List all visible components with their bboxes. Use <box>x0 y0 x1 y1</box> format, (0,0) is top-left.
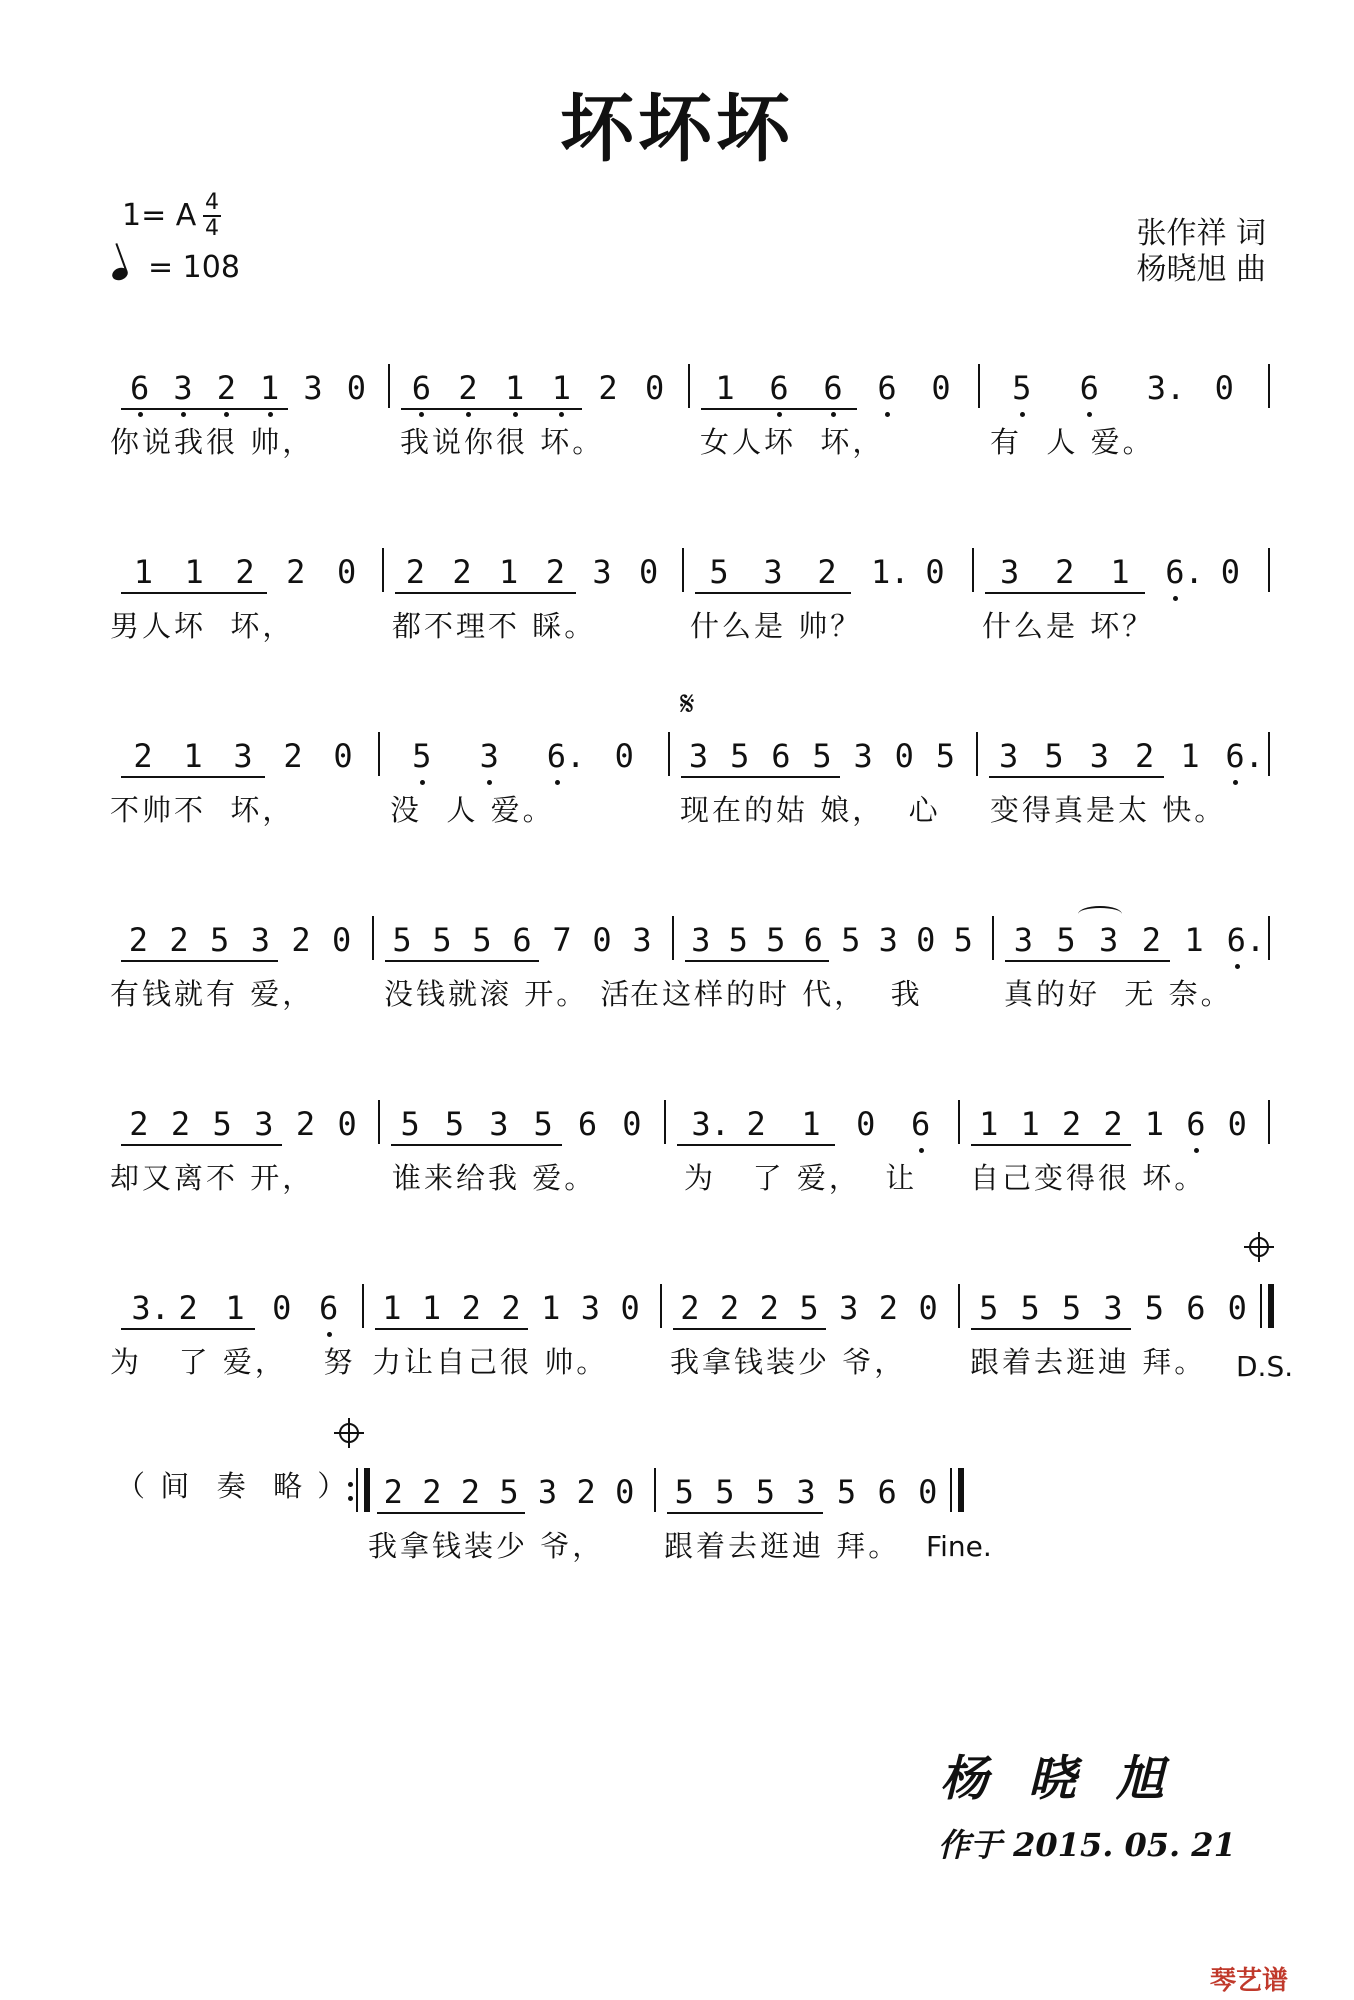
note: 3 <box>233 737 253 775</box>
barline-thin <box>950 1468 952 1512</box>
note: 0 <box>1220 553 1241 591</box>
note: 6 <box>823 369 843 407</box>
note: 0 <box>272 1289 292 1327</box>
note: 1 <box>505 369 525 407</box>
lyric-line: 跟着去逛迪 拜。 <box>664 1529 901 1563</box>
note: 1 <box>979 1105 999 1143</box>
note: 5 <box>392 921 412 959</box>
low-octave-dot <box>777 412 782 417</box>
note: 2 <box>1103 1105 1123 1143</box>
note: 3. <box>1146 369 1186 407</box>
low-octave-dot <box>138 412 143 417</box>
note: 1 <box>541 1289 561 1327</box>
note: 3 <box>250 921 270 959</box>
barline-thin <box>356 1468 358 1512</box>
lyric-line: 力让自己很 帅。 <box>372 1345 609 1379</box>
note: 5 <box>412 737 432 775</box>
note: 0 <box>894 737 914 775</box>
note: 1 <box>715 369 735 407</box>
note: 6. <box>1225 737 1264 775</box>
note: 1 <box>499 553 519 591</box>
coda-icon <box>334 1418 364 1448</box>
note: 3 <box>173 369 193 407</box>
note: 5 <box>935 737 956 775</box>
note: 2 <box>405 553 425 591</box>
barline <box>672 916 674 960</box>
note: 0 <box>918 1289 938 1327</box>
note: 5 <box>432 921 452 959</box>
composition-date: 作于 2015. 05. 21 <box>938 1826 1236 1864</box>
song-title: 坏坏坏 <box>560 86 794 172</box>
note: 3 <box>580 1289 601 1327</box>
beam-line <box>685 960 829 962</box>
lyric-line: 什么是 帅？ <box>690 609 863 643</box>
note: 2 <box>178 1289 198 1327</box>
note: 5 <box>841 921 861 959</box>
lyric-line: 你说我很 帅， <box>110 425 315 459</box>
note: 6 <box>877 1473 897 1511</box>
lyric-line: 为 了 爱， 努 <box>110 1345 356 1379</box>
lyric-line: 没 人 爱。 <box>390 793 555 827</box>
note: 6 <box>130 369 150 407</box>
beam-line <box>681 776 840 778</box>
note: 0 <box>1214 369 1234 407</box>
note: 2 <box>286 553 306 591</box>
barline <box>1268 548 1270 592</box>
note: 2 <box>576 1473 596 1511</box>
beam-line <box>395 592 576 594</box>
double-barline <box>958 1468 964 1512</box>
note: 6. <box>546 737 586 775</box>
note: 2 <box>216 369 236 407</box>
note: 6. <box>1226 921 1266 959</box>
note: 1 <box>421 1289 442 1327</box>
note: 3 <box>632 921 652 959</box>
note: 3 <box>853 737 873 775</box>
note: 6 <box>1186 1105 1206 1143</box>
low-octave-dot <box>1087 412 1092 417</box>
note: 0 <box>1227 1105 1247 1143</box>
beam-line <box>971 1328 1131 1330</box>
note: 0 <box>614 737 634 775</box>
time-signature <box>203 192 221 240</box>
low-octave-dot <box>1233 780 1238 785</box>
lyric-line: 有钱就有 爱， <box>110 977 315 1011</box>
note: 5 <box>799 1289 819 1327</box>
note: 1 <box>260 369 280 407</box>
note: 3 <box>878 921 898 959</box>
lyric-line: 自己变得很 坏。 <box>970 1161 1207 1195</box>
beam-line <box>121 1328 255 1330</box>
note: 2 <box>291 921 311 959</box>
note: 1 <box>801 1105 821 1143</box>
note: 1 <box>382 1289 402 1327</box>
note: 2 <box>759 1289 779 1327</box>
note: 3 <box>763 553 783 591</box>
note: 3 <box>1103 1289 1123 1327</box>
note: 0 <box>346 369 366 407</box>
note: 2 <box>461 1289 481 1327</box>
note: 0 <box>925 553 945 591</box>
note: 2 <box>1135 737 1155 775</box>
barline <box>664 1100 666 1144</box>
time-sig-top: 4 <box>205 190 219 215</box>
lyric-line: 女人坏 坏， <box>700 425 885 459</box>
note: 0 <box>639 553 659 591</box>
low-octave-dot <box>1235 964 1240 969</box>
barline <box>958 1284 960 1328</box>
beam-line <box>121 960 278 962</box>
tempo-value: = 108 <box>148 250 240 285</box>
beam-line <box>989 776 1164 778</box>
note: 5 <box>715 1473 735 1511</box>
note: 2 <box>1061 1105 1082 1143</box>
note: 2 <box>422 1473 442 1511</box>
lyric-line: 现在的姑 娘， 心 <box>680 793 941 827</box>
low-octave-dot <box>513 412 518 417</box>
note: 0 <box>333 737 353 775</box>
beam-line <box>121 408 288 410</box>
lyric-line: 变得真是太 快。 <box>990 793 1227 827</box>
lyric-line: 我说你很 坏。 <box>400 425 605 459</box>
note: 2 <box>680 1289 700 1327</box>
note: 0 <box>615 1473 635 1511</box>
note: 3 <box>796 1473 816 1511</box>
note: 3 <box>254 1105 274 1143</box>
note: 3 <box>592 553 612 591</box>
note: 6 <box>877 369 897 407</box>
note: 3 <box>691 921 711 959</box>
double-barline <box>1268 1284 1274 1328</box>
note: 5 <box>533 1105 553 1143</box>
signature: 杨晓旭 <box>940 1751 1205 1807</box>
note: 2 <box>501 1289 521 1327</box>
low-octave-dot <box>419 412 424 417</box>
beam-line <box>401 408 582 410</box>
note: 2 <box>1055 553 1075 591</box>
barline <box>382 548 384 592</box>
beam-line <box>375 1328 528 1330</box>
lyric-line: 跟着去逛迪 拜。 <box>970 1345 1207 1379</box>
note: 2 <box>295 1105 316 1143</box>
note: 3 <box>479 737 499 775</box>
note: 3 <box>1089 737 1109 775</box>
lyric-line: 没钱就滚 开。 活 <box>384 977 633 1011</box>
beam-line <box>1005 960 1170 962</box>
note: 5 <box>1061 1289 1082 1327</box>
beam-line <box>673 1328 826 1330</box>
note: 0 <box>645 369 665 407</box>
note: 3 <box>999 737 1019 775</box>
note: 3. <box>131 1289 170 1327</box>
note: 2 <box>719 1289 740 1327</box>
note: 1 <box>184 553 204 591</box>
barline <box>654 1468 656 1512</box>
note: 5 <box>755 1473 776 1511</box>
note: 1 <box>1110 553 1130 591</box>
note: 0 <box>931 369 951 407</box>
time-sig-bottom: 4 <box>205 216 219 241</box>
double-barline <box>364 1468 370 1512</box>
note: 2 <box>235 553 255 591</box>
beam-line <box>391 1144 562 1146</box>
note: 5 <box>674 1473 694 1511</box>
quarter-note-icon <box>110 266 129 283</box>
coda-icon <box>1244 1232 1274 1262</box>
note: 5 <box>499 1473 519 1511</box>
note: 6 <box>803 921 823 959</box>
note: 0 <box>1227 1289 1247 1327</box>
interlude-text: （ 间 奏 略 ） <box>116 1469 350 1503</box>
beam-line <box>985 592 1145 594</box>
lyric-line: 我拿钱装少 爷， <box>670 1345 907 1379</box>
lyric-line: 不帅不 坏， <box>110 793 295 827</box>
tempo-marking <box>112 250 240 285</box>
note: 5 <box>812 737 832 775</box>
note: 1 <box>1180 737 1200 775</box>
note: 0 <box>336 553 357 591</box>
low-octave-dot <box>327 1332 332 1337</box>
lyric-line: 在这样的时 代， 我 <box>630 977 923 1011</box>
beam-line <box>677 1144 835 1146</box>
barline <box>682 548 684 592</box>
barline <box>972 548 974 592</box>
low-octave-dot <box>919 1148 924 1153</box>
tie-arc <box>1078 906 1122 922</box>
note: 5 <box>979 1289 999 1327</box>
barline-thin <box>1260 1284 1262 1328</box>
barline <box>388 364 390 408</box>
barline <box>1268 916 1270 960</box>
low-octave-dot <box>831 412 836 417</box>
barline <box>688 364 690 408</box>
note: 2 <box>129 1105 149 1143</box>
low-octave-dot <box>224 412 229 417</box>
barline <box>378 732 380 776</box>
note: 2 <box>878 1289 899 1327</box>
note: 2 <box>545 553 565 591</box>
note: 3 <box>1013 921 1033 959</box>
low-octave-dot <box>559 412 564 417</box>
note: 5 <box>444 1105 465 1143</box>
note: 3 <box>999 553 1020 591</box>
note: 6 <box>1186 1289 1206 1327</box>
note: 6 <box>769 369 789 407</box>
beam-line <box>701 408 857 410</box>
note: 5 <box>212 1105 232 1143</box>
barline <box>1268 732 1270 776</box>
beam-line <box>377 1512 525 1514</box>
note: 1 <box>183 737 203 775</box>
key-signature: 1= A <box>122 198 197 233</box>
barline <box>660 1284 662 1328</box>
note: 7 <box>552 921 572 959</box>
barline <box>668 732 670 776</box>
barline <box>372 916 374 960</box>
beam-line <box>385 960 539 962</box>
note: 6 <box>318 1289 339 1327</box>
note: 0 <box>916 921 936 959</box>
note: 2 <box>1141 921 1161 959</box>
beam-line <box>121 592 267 594</box>
note: 3 <box>1099 921 1119 959</box>
low-octave-dot <box>885 412 890 417</box>
note: 5 <box>400 1105 420 1143</box>
note: 6 <box>771 737 791 775</box>
lyric-line: 真的好 无 奈。 <box>1004 977 1233 1011</box>
note: 3 <box>537 1473 558 1511</box>
low-octave-dot <box>1194 1148 1199 1153</box>
note: 2 <box>133 737 153 775</box>
note: 5 <box>1012 369 1032 407</box>
note: 0 <box>332 921 352 959</box>
lyricist-credit: 张作祥 词 <box>1136 216 1266 251</box>
note: 6 <box>910 1105 931 1143</box>
fine-marking: Fine. <box>926 1530 992 1563</box>
note: 5 <box>709 553 729 591</box>
low-octave-dot <box>181 412 186 417</box>
note: 3 <box>839 1289 859 1327</box>
note: 5 <box>730 737 750 775</box>
note: 5 <box>472 921 492 959</box>
note: 2 <box>458 369 478 407</box>
note: 1 <box>225 1289 245 1327</box>
note: 5 <box>1020 1289 1040 1327</box>
note: 2 <box>383 1473 403 1511</box>
lyric-line: 却又离不 开， <box>110 1161 315 1195</box>
note: 6 <box>411 369 431 407</box>
note: 1. <box>871 553 910 591</box>
site-logo: 琴艺谱 <box>1210 1966 1289 1996</box>
note: 2 <box>817 553 837 591</box>
note: 1 <box>1020 1105 1040 1143</box>
low-octave-dot <box>420 780 425 785</box>
note: 0 <box>918 1473 938 1511</box>
note: 6 <box>577 1105 598 1143</box>
note: 5 <box>1056 921 1076 959</box>
note: 2 <box>283 737 303 775</box>
note: 6. <box>1165 553 1204 591</box>
note: 2 <box>746 1105 766 1143</box>
lyric-line: 为 了 爱， 让 <box>684 1161 918 1195</box>
note: 2 <box>170 1105 191 1143</box>
ds-marking: D.S. <box>1236 1350 1294 1383</box>
note: 3 <box>489 1105 509 1143</box>
note: 1 <box>1184 921 1204 959</box>
note: 0 <box>620 1289 640 1327</box>
beam-line <box>121 1144 282 1146</box>
beam-line <box>121 776 265 778</box>
lyric-line: 谁来给我 爱。 <box>392 1161 597 1195</box>
note: 5 <box>836 1473 857 1511</box>
lyric-line: 有 人 爱。 <box>990 425 1155 459</box>
note: 2 <box>598 369 618 407</box>
low-octave-dot <box>1173 596 1178 601</box>
lyric-line: 男人坏 坏， <box>110 609 295 643</box>
note: 1 <box>133 553 154 591</box>
barline <box>978 364 980 408</box>
note: 2 <box>452 553 472 591</box>
barline <box>1268 364 1270 408</box>
note: 3 <box>303 369 323 407</box>
beam-line <box>971 1144 1131 1146</box>
beam-line <box>667 1512 823 1514</box>
note: 6 <box>512 921 532 959</box>
note: 0 <box>592 921 612 959</box>
low-octave-dot <box>487 780 492 785</box>
note: 5 <box>728 921 748 959</box>
barline <box>976 732 978 776</box>
note: 3. <box>691 1105 730 1143</box>
note: 5 <box>766 921 786 959</box>
lyric-line: 什么是 坏？ <box>982 609 1155 643</box>
lyric-line: 都不理不 睬。 <box>392 609 597 643</box>
barline <box>362 1284 364 1328</box>
barline <box>1268 1100 1270 1144</box>
low-octave-dot <box>1020 412 1025 417</box>
note: 0 <box>622 1105 642 1143</box>
note: 2 <box>128 921 148 959</box>
barline <box>958 1100 960 1144</box>
note: 0 <box>856 1105 876 1143</box>
note: 0 <box>337 1105 357 1143</box>
barline <box>378 1100 380 1144</box>
note: 3 <box>688 737 709 775</box>
note: 6 <box>1079 369 1099 407</box>
low-octave-dot <box>466 412 471 417</box>
beam-line <box>695 592 851 594</box>
segno-icon: 𝄋 <box>680 684 695 724</box>
note: 5 <box>1144 1289 1165 1327</box>
note: 5 <box>1044 737 1064 775</box>
note: 2 <box>460 1473 481 1511</box>
low-octave-dot <box>555 780 560 785</box>
lyric-line: 我拿钱装少 爷， <box>368 1529 605 1563</box>
barline <box>992 916 994 960</box>
note: 5 <box>953 921 973 959</box>
note: 5 <box>210 921 230 959</box>
note: 2 <box>169 921 189 959</box>
low-octave-dot <box>268 412 273 417</box>
note: 1 <box>551 369 571 407</box>
note: 1 <box>1144 1105 1165 1143</box>
composer-credit: 杨晓旭 曲 <box>1136 252 1266 287</box>
